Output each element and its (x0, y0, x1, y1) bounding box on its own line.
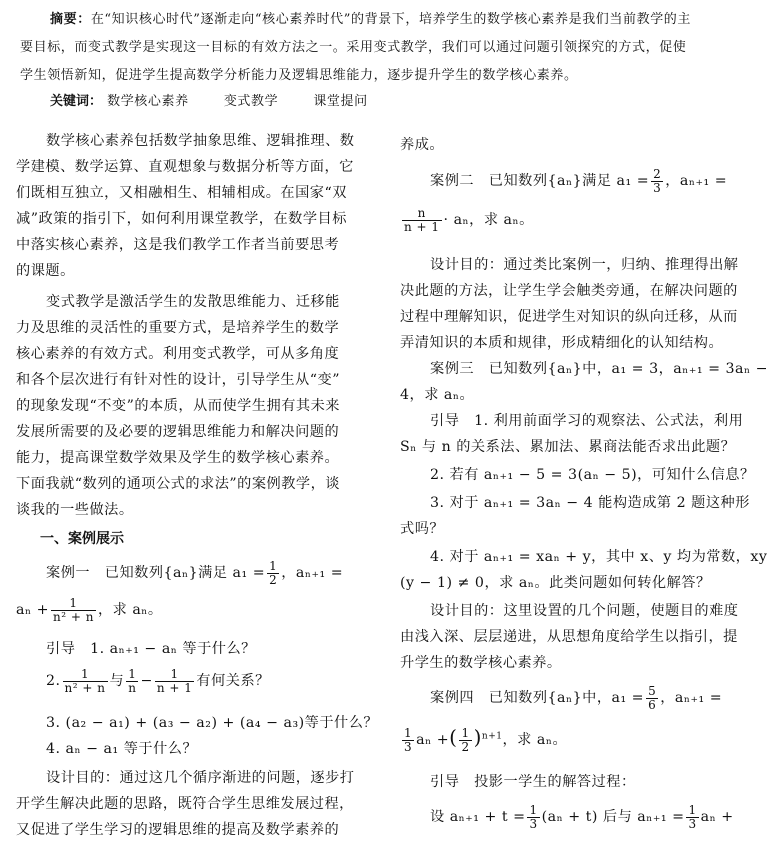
body-line: 设计目的：通过类比案例一，归纳、推理得出解 (430, 257, 739, 273)
guide3-q3-line2: 式吗？ (400, 521, 445, 537)
guide1-q1: 引导 1. aₙ₊₁ − aₙ 等于什么？ (46, 641, 256, 657)
body-line: 减”政策的指引下，如何利用课堂教学，在数学目标 (16, 211, 347, 227)
case4-line2: $\frac{1}{3}$ aₙ +( $\frac{1}{2}$ )$^{n+1}$，求 aₙ。 (404, 725, 568, 754)
guide3-q4-line1: 4. 对于 aₙ₊₁ = xaₙ + y，其中 x、y 均为常数，xy (430, 549, 768, 565)
keyword-item: 课堂提问 (313, 94, 368, 109)
body-line: 弄清知识的本质和规律，形成精细化的认知结构。 (400, 335, 724, 351)
body-line: 又促进了学生学习的逻辑思维的提高及数学素养的 (16, 822, 340, 838)
body-line: 养成。 (400, 137, 445, 153)
last-line: 设 aₙ₊₁ + t = $\frac{1}{3}$ (aₙ + t) 后与 aₙ₊₁ = $\frac{1}{3}$ aₙ + (430, 803, 734, 831)
keywords (50, 90, 368, 109)
abstract-text-1: 在“知识核心时代”逐渐走向“核心素养时代”的背景下，培养学生的数学核心素养是我们当前教学的主 (90, 12, 691, 27)
body-line: 们既相互独立，又相融相生、相辅相成。在国家“双 (16, 185, 347, 201)
case2-line2: $\frac{n}{n + 1}$ · aₙ，求 aₙ。 (404, 206, 534, 234)
case3-line2: 4，求 aₙ。 (400, 387, 475, 403)
body-line: 中落实核心素养，这是我们教学工作者当前要思考 (16, 237, 340, 253)
guide3-q3-line1: 3. 对于 aₙ₊₁ = 3aₙ − 4 能构造成第 2 题这种形 (430, 495, 750, 511)
fraction: $\frac{1}{\text{n² + n}}$ (53, 596, 94, 624)
body-line: 设计目的：这里设置的几个问题，使题目的难度 (430, 603, 739, 619)
body-line: 发展所需要的及必要的逻辑思维能力和解决问题的 (16, 424, 340, 440)
body-line: 下面我就“数列的通项公式的求法”的案例教学，谈 (16, 476, 340, 492)
case4-line1: 案例四 已知数列{aₙ}中，a₁ = $\frac{5}{6}$ ，aₙ₊₁ = (430, 684, 723, 712)
guide1-q2: 2. $\frac{1}{\text{n² + n}}$ 与 $\frac{1}{n}$ − $\frac{1}{n + 1}$ 有何关系？ (46, 667, 270, 695)
body-line: 开学生解决此题的思路，既符合学生思维发展过程， (16, 796, 354, 812)
body-line: 和各个层次进行有针对性的设计，引导学生从“变” (16, 372, 340, 388)
guide3-q2: 2. 若有 aₙ₊₁ − 5 = 3(aₙ − 5)，可知什么信息？ (430, 467, 755, 483)
abstract-line-1 (50, 8, 691, 27)
case1-line2: aₙ + $\frac{1}{\text{n² + n}}$ ，求 aₙ。 (16, 596, 163, 624)
case1-tail: ，aₙ₊₁ = (281, 565, 344, 582)
body-line: 学建模、数学运算、直观想象与数据分析等方面，它 (16, 159, 354, 175)
guide1-q4: 4. aₙ − a₁ 等于什么？ (46, 741, 198, 757)
body-line: 的现象发现“不变”的本质，从而使学生拥有其未来 (16, 398, 340, 414)
case1-line1 (46, 560, 343, 586)
fraction: $\frac{1}{2}$ (269, 559, 278, 587)
case2-line1: 案例二 已知数列{aₙ}满足 a₁ = $\frac{2}{3}$ ，aₙ₊₁ = (430, 167, 728, 195)
keyword-item: 数学核心素养 (107, 94, 189, 109)
body-line: 由浅入深、层层递进，从思想角度给学生以指引，提 (400, 629, 738, 645)
body-line: 数学核心素养包括数学抽象思维、逻辑推理、数 (46, 133, 355, 149)
case1-head: 案例一 已知数列{aₙ}满足 a₁ = (46, 565, 266, 582)
body-line: 升学生的数学核心素养。 (400, 655, 562, 671)
body-line: 决此题的方法，让学生学会触类旁通，在解决问题的 (400, 283, 738, 299)
body-line: 设计目的：通过这几个循序渐进的问题，逐步打 (46, 770, 355, 786)
guide1-q3: 3. (a₂ − a₁) + (a₃ − a₂) + (a₄ − a₃)等于什么？ (46, 715, 379, 731)
case3-line1: 案例三 已知数列{aₙ}中，a₁ = 3，aₙ₊₁ = 3aₙ − (430, 361, 768, 377)
body-line: 谈我的一些做法。 (16, 502, 134, 518)
body-line: 能力，提高课堂数学效果及学生的数学核心素养。 (16, 450, 340, 466)
keywords-label: 关键词： (50, 94, 103, 109)
body-line: 变式教学是激活学生的发散思维能力、迁移能 (46, 294, 340, 310)
body-line: 力及思维的灵活性的重要方式，是培养学生的数学 (16, 320, 340, 336)
guide3-line1: 引导 1. 利用前面学习的观察法、公式法，利用 (430, 413, 744, 429)
guide3-q4-line2: (y − 1) ≠ 0，求 aₙ。此类问题如何转化解答？ (400, 575, 711, 591)
body-line: 核心素养的有效方式。利用变式教学，可从多角度 (16, 346, 340, 362)
body-line: 的课题。 (16, 263, 75, 279)
guide3-line2: Sₙ 与 n 的关系法、累加法、累商法能否求出此题？ (400, 439, 736, 455)
abstract-line-2: 要目标，而变式教学是实现这一目标的有效方法之一。采用变式教学，我们可以通过问题引领探究的方式，促使 (20, 40, 687, 55)
keyword-item: 变式教学 (223, 94, 279, 109)
body-line: 过程中理解知识，促进学生对知识的纵向迁移，从而 (400, 309, 738, 325)
abstract-label: 摘要： (50, 12, 91, 27)
section-heading: 一、案例展示 (40, 531, 124, 547)
guide4: 引导 投影一学生的解答过程： (430, 774, 636, 790)
abstract-line-3: 学生领悟新知，促进学生提高数学分析能力及逻辑思维能力，逐步提升学生的数学核心素养。 (20, 68, 578, 83)
